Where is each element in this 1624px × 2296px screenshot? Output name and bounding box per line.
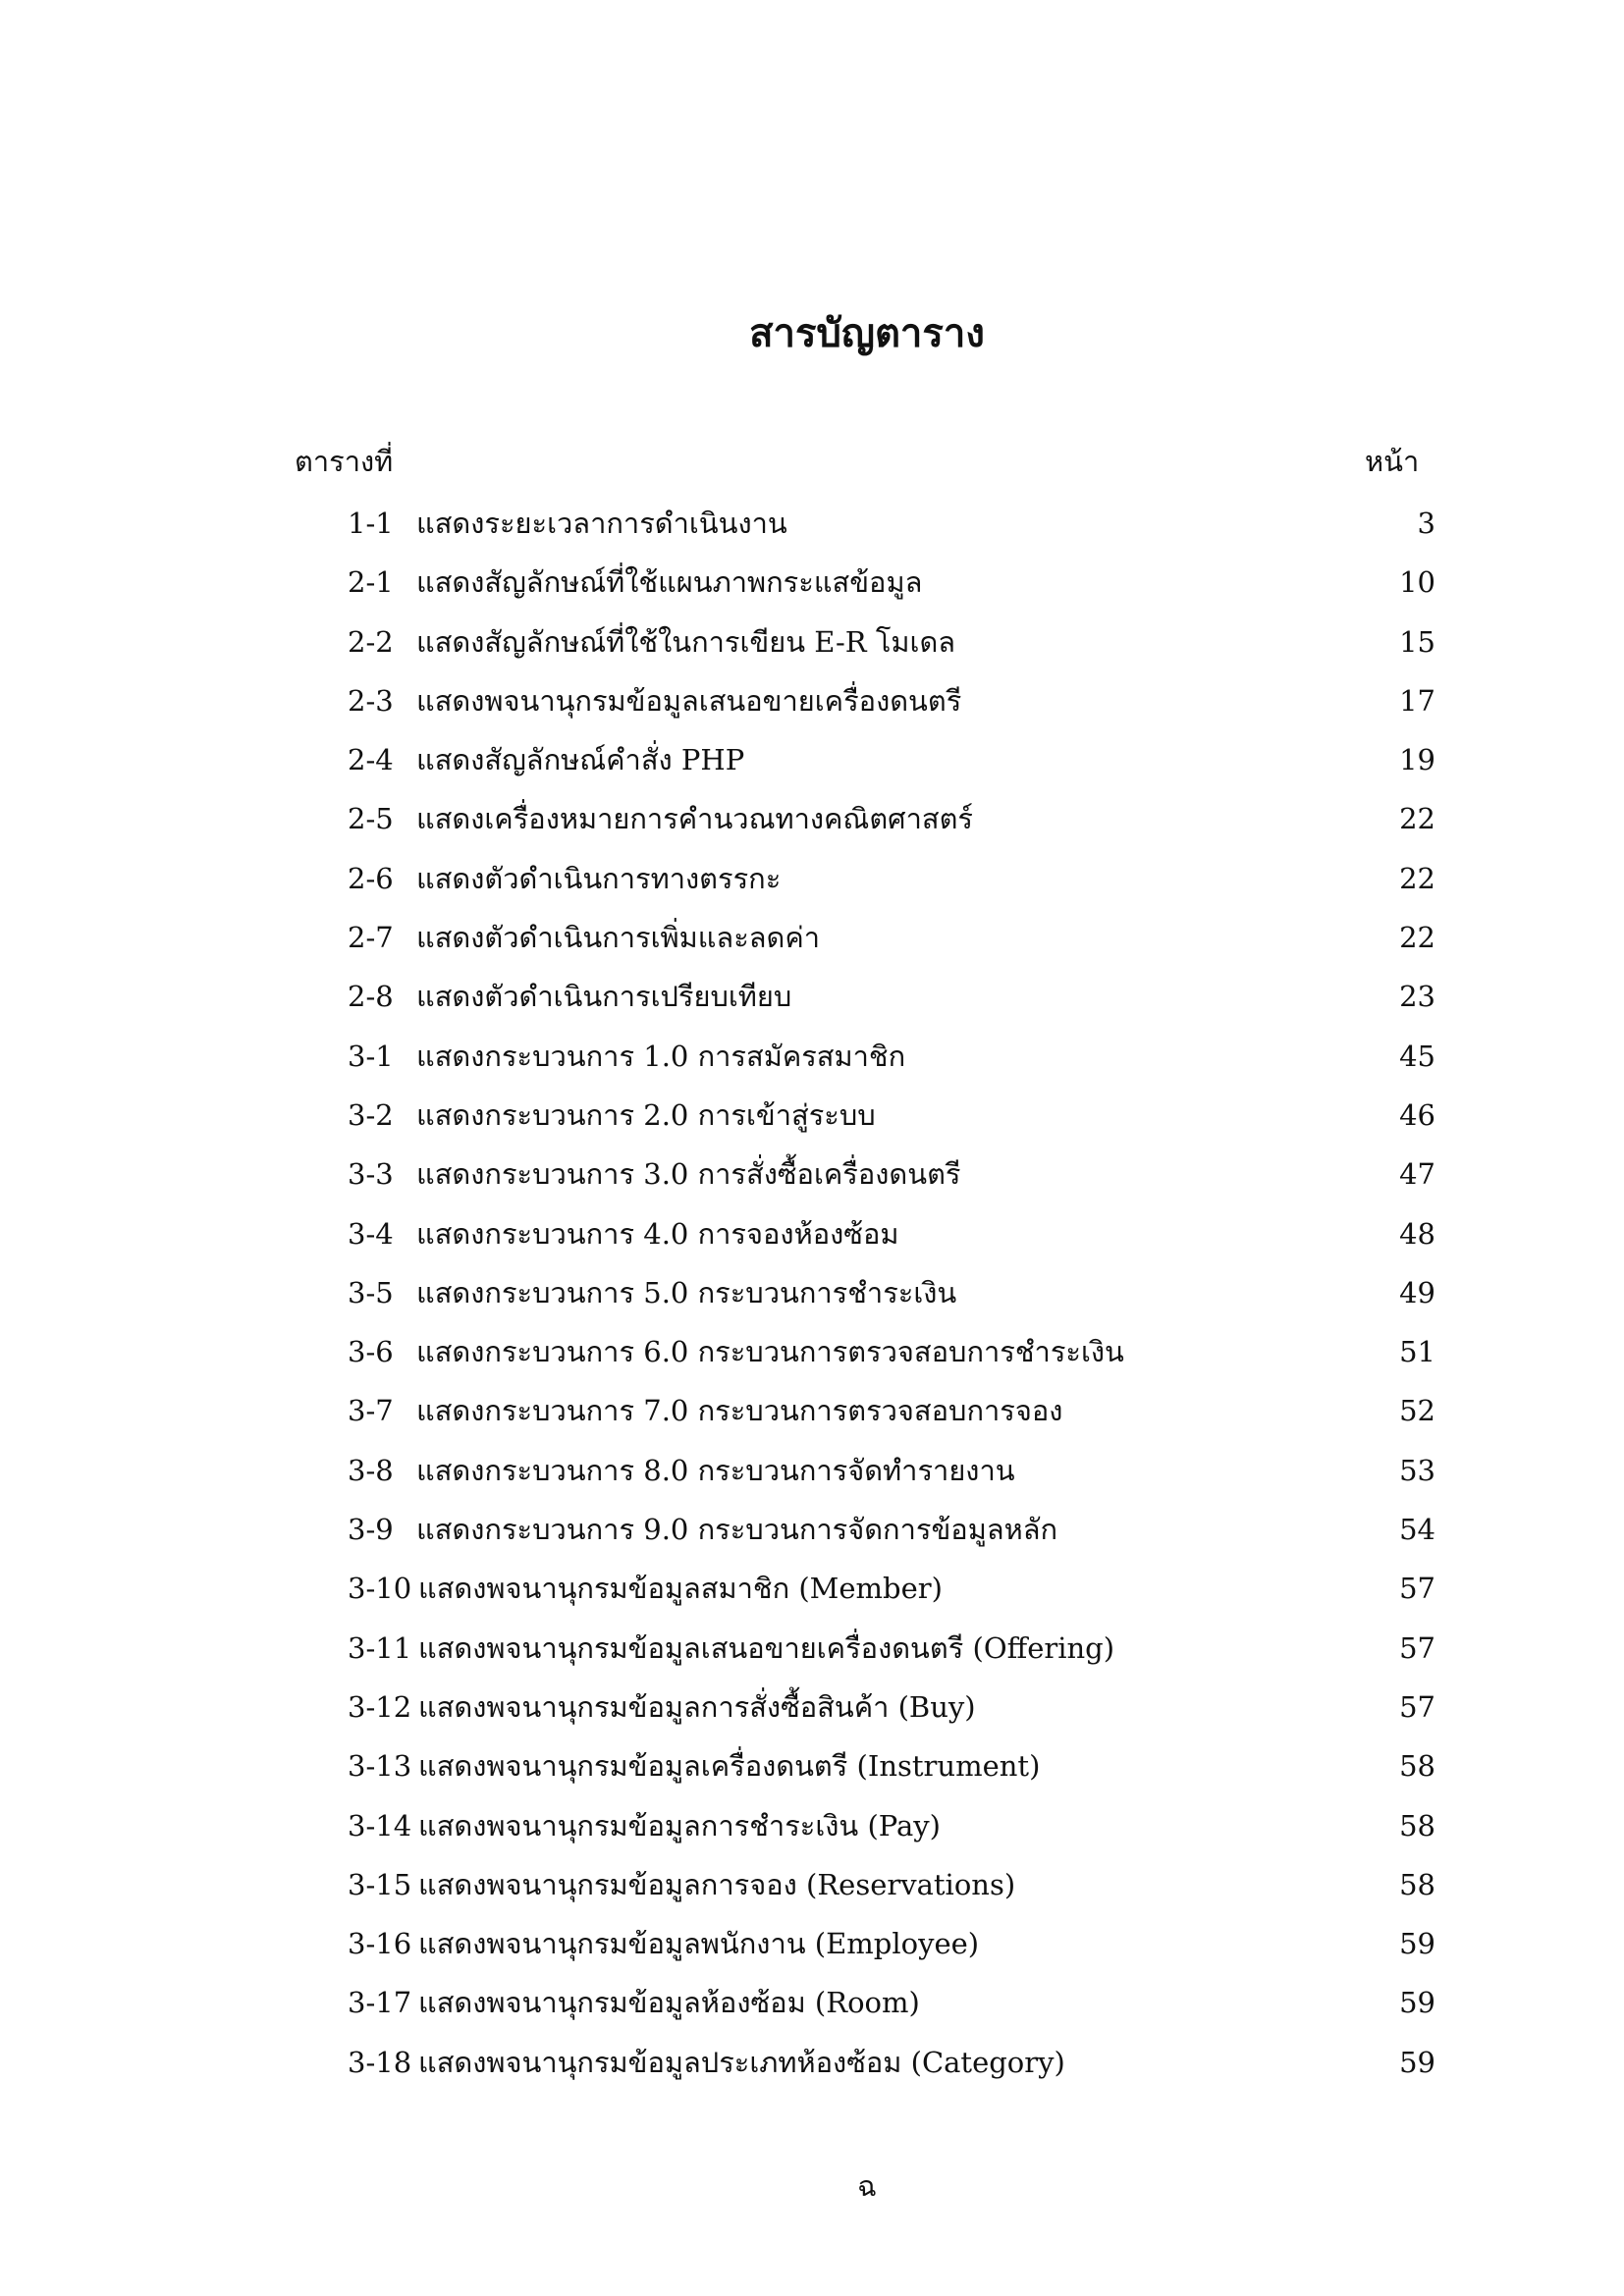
table-of-contents-list xyxy=(348,504,1435,2102)
page-reference: 57 xyxy=(1399,1630,1435,1665)
toc-entry[interactable] xyxy=(348,1391,1435,1450)
table-caption: แสดงกระบวนการ 8.0 กระบวนการจัดทำรายงาน xyxy=(416,1453,1015,1487)
toc-entry[interactable] xyxy=(348,1037,1435,1095)
table-number: 3-18 xyxy=(348,2045,412,2079)
table-caption: แสดงพจนานุกรมข้อมูลพนักงาน (Employee) xyxy=(418,1927,980,1961)
page-reference: 10 xyxy=(1399,565,1435,600)
table-caption: แสดงกระบวนการ 3.0 การสั่งซื้อเครื่องดนตรี xyxy=(416,1157,961,1192)
table-number: 3-16 xyxy=(348,1927,412,1961)
table-number: 3-15 xyxy=(348,1867,412,1901)
page-reference: 54 xyxy=(1399,1513,1435,1547)
toc-entry[interactable] xyxy=(348,1924,1435,1983)
toc-entry[interactable] xyxy=(348,1687,1435,1746)
table-caption: แสดงตัวดำเนินการเปรียบเทียบ xyxy=(416,980,792,1014)
toc-entry[interactable] xyxy=(348,2043,1435,2102)
table-number: 3-3 xyxy=(348,1157,394,1192)
toc-entry[interactable] xyxy=(348,1569,1435,1628)
toc-entry[interactable] xyxy=(348,562,1435,621)
table-number: 2-3 xyxy=(348,683,394,718)
table-caption: แสดงระยะเวลาการดำเนินงาน xyxy=(416,507,787,540)
table-number: 1-1 xyxy=(348,507,394,540)
page-reference: 46 xyxy=(1399,1097,1435,1132)
page-reference: 48 xyxy=(1399,1216,1435,1251)
toc-entry[interactable] xyxy=(348,1273,1435,1332)
table-caption: แสดงพจนานุกรมข้อมูลเครื่องดนตรี (Instrument) xyxy=(418,1749,1041,1784)
page-reference: 53 xyxy=(1399,1453,1435,1487)
toc-entry[interactable] xyxy=(348,1510,1435,1569)
table-caption: แสดงสัญลักษณ์ที่ใช้ในการเขียน E-R โมเดล xyxy=(416,624,956,659)
page-reference: 22 xyxy=(1399,861,1435,895)
table-number: 3-12 xyxy=(348,1689,412,1724)
toc-entry[interactable] xyxy=(348,799,1435,858)
toc-entry[interactable] xyxy=(348,1332,1435,1391)
table-caption: แสดงพจนานุกรมข้อมูลประเภทห้องซ้อม (Category) xyxy=(418,2045,1065,2079)
table-caption: แสดงพจนานุกรมข้อมูลการสั่งซื้อสินค้า (Buy) xyxy=(418,1689,976,1724)
table-number: 2-6 xyxy=(348,861,394,895)
table-caption: แสดงพจนานุกรมข้อมูลห้องซ้อม (Room) xyxy=(418,1986,920,2020)
table-caption: แสดงพจนานุกรมข้อมูลการจอง (Reservations) xyxy=(418,1867,1016,1901)
table-caption: แสดงกระบวนการ 6.0 กระบวนการตรวจสอบการชำระเงิน xyxy=(416,1335,1124,1369)
table-number: 3-8 xyxy=(348,1453,394,1487)
toc-entry[interactable] xyxy=(348,918,1435,977)
toc-entry[interactable] xyxy=(348,1983,1435,2042)
table-caption: แสดงกระบวนการ 2.0 การเข้าสู่ระบบ xyxy=(416,1097,876,1132)
page-reference: 51 xyxy=(1399,1335,1435,1369)
table-number: 2-1 xyxy=(348,565,394,600)
table-caption: แสดงกระบวนการ 4.0 การจองห้องซ้อม xyxy=(416,1216,899,1251)
table-number: 3-1 xyxy=(348,1039,394,1073)
page-title: สารบัญตาราง xyxy=(749,310,985,356)
page-reference: 23 xyxy=(1399,980,1435,1014)
toc-entry[interactable] xyxy=(348,1154,1435,1213)
table-caption: แสดงสัญลักษณ์คำสั่ง PHP xyxy=(416,743,745,777)
toc-entry[interactable] xyxy=(348,1214,1435,1273)
table-caption: แสดงกระบวนการ 1.0 การสมัครสมาชิก xyxy=(416,1039,906,1073)
page-reference: 59 xyxy=(1399,1986,1435,2020)
table-number: 3-17 xyxy=(348,1986,412,2020)
page-reference: 47 xyxy=(1399,1157,1435,1192)
page-column-header: หน้า xyxy=(1365,445,1420,478)
table-number-column-header: ตารางที่ xyxy=(295,445,394,478)
page-reference: 57 xyxy=(1399,1572,1435,1606)
table-caption: แสดงกระบวนการ 5.0 กระบวนการชำระเงิน xyxy=(416,1275,957,1309)
page-reference: 58 xyxy=(1399,1867,1435,1901)
toc-entry[interactable] xyxy=(348,740,1435,799)
page-reference: 22 xyxy=(1399,921,1435,955)
toc-entry[interactable] xyxy=(348,1095,1435,1154)
toc-entry[interactable] xyxy=(348,1746,1435,1805)
page-reference: 3 xyxy=(1417,507,1435,540)
table-caption: แสดงตัวดำเนินการเพิ่มและลดค่า xyxy=(416,921,821,955)
table-number: 3-9 xyxy=(348,1513,394,1547)
table-number: 3-11 xyxy=(348,1630,412,1665)
page-reference: 58 xyxy=(1399,1749,1435,1784)
table-caption: แสดงพจนานุกรมข้อมูลสมาชิก (Member) xyxy=(418,1572,943,1606)
table-caption: แสดงกระบวนการ 7.0 กระบวนการตรวจสอบการจอง xyxy=(416,1394,1063,1428)
table-caption: แสดงพจนานุกรมข้อมูลการชำระเงิน (Pay) xyxy=(418,1808,941,1842)
toc-entry[interactable] xyxy=(348,1451,1435,1510)
table-caption: แสดงพจนานุกรมข้อมูลเสนอขายเครื่องดนตรี xyxy=(416,683,962,718)
table-number: 3-14 xyxy=(348,1808,412,1842)
table-number: 3-5 xyxy=(348,1275,394,1309)
page-reference: 15 xyxy=(1399,624,1435,659)
page-reference: 58 xyxy=(1399,1808,1435,1842)
page-number: ฉ xyxy=(857,2169,877,2203)
page-reference: 45 xyxy=(1399,1039,1435,1073)
page-reference: 17 xyxy=(1399,683,1435,718)
table-number: 3-2 xyxy=(348,1097,394,1132)
table-number: 2-4 xyxy=(348,743,394,777)
toc-entry[interactable] xyxy=(348,504,1435,562)
table-number: 2-2 xyxy=(348,624,394,659)
table-caption: แสดงเครื่องหมายการคำนวณทางคณิตศาสตร์ xyxy=(416,802,973,836)
toc-entry[interactable] xyxy=(348,1865,1435,1924)
table-number: 3-7 xyxy=(348,1394,394,1428)
page-reference: 52 xyxy=(1399,1394,1435,1428)
toc-entry[interactable] xyxy=(348,681,1435,740)
table-number: 2-7 xyxy=(348,921,394,955)
table-number: 3-10 xyxy=(348,1572,412,1606)
toc-entry[interactable] xyxy=(348,1806,1435,1865)
page-reference: 19 xyxy=(1399,743,1435,777)
toc-entry[interactable] xyxy=(348,1629,1435,1687)
table-number: 2-8 xyxy=(348,980,394,1014)
table-caption: แสดงกระบวนการ 9.0 กระบวนการจัดการข้อมูลหลัก xyxy=(416,1513,1058,1547)
table-number: 3-6 xyxy=(348,1335,394,1369)
toc-entry[interactable] xyxy=(348,859,1435,918)
table-caption: แสดงสัญลักษณ์ที่ใช้แผนภาพกระแสข้อมูล xyxy=(416,565,923,600)
page-reference: 59 xyxy=(1399,2045,1435,2079)
toc-entry[interactable] xyxy=(348,622,1435,681)
page-reference: 57 xyxy=(1399,1689,1435,1724)
table-caption: แสดงพจนานุกรมข้อมูลเสนอขายเครื่องดนตรี (Offering) xyxy=(418,1630,1115,1665)
table-number: 3-13 xyxy=(348,1749,412,1784)
table-number: 2-5 xyxy=(348,802,394,836)
table-number: 3-4 xyxy=(348,1216,394,1251)
toc-entry[interactable] xyxy=(348,977,1435,1036)
page-reference: 59 xyxy=(1399,1927,1435,1961)
table-caption: แสดงตัวดำเนินการทางตรรกะ xyxy=(416,861,782,895)
page-reference: 22 xyxy=(1399,802,1435,836)
page-reference: 49 xyxy=(1399,1275,1435,1309)
